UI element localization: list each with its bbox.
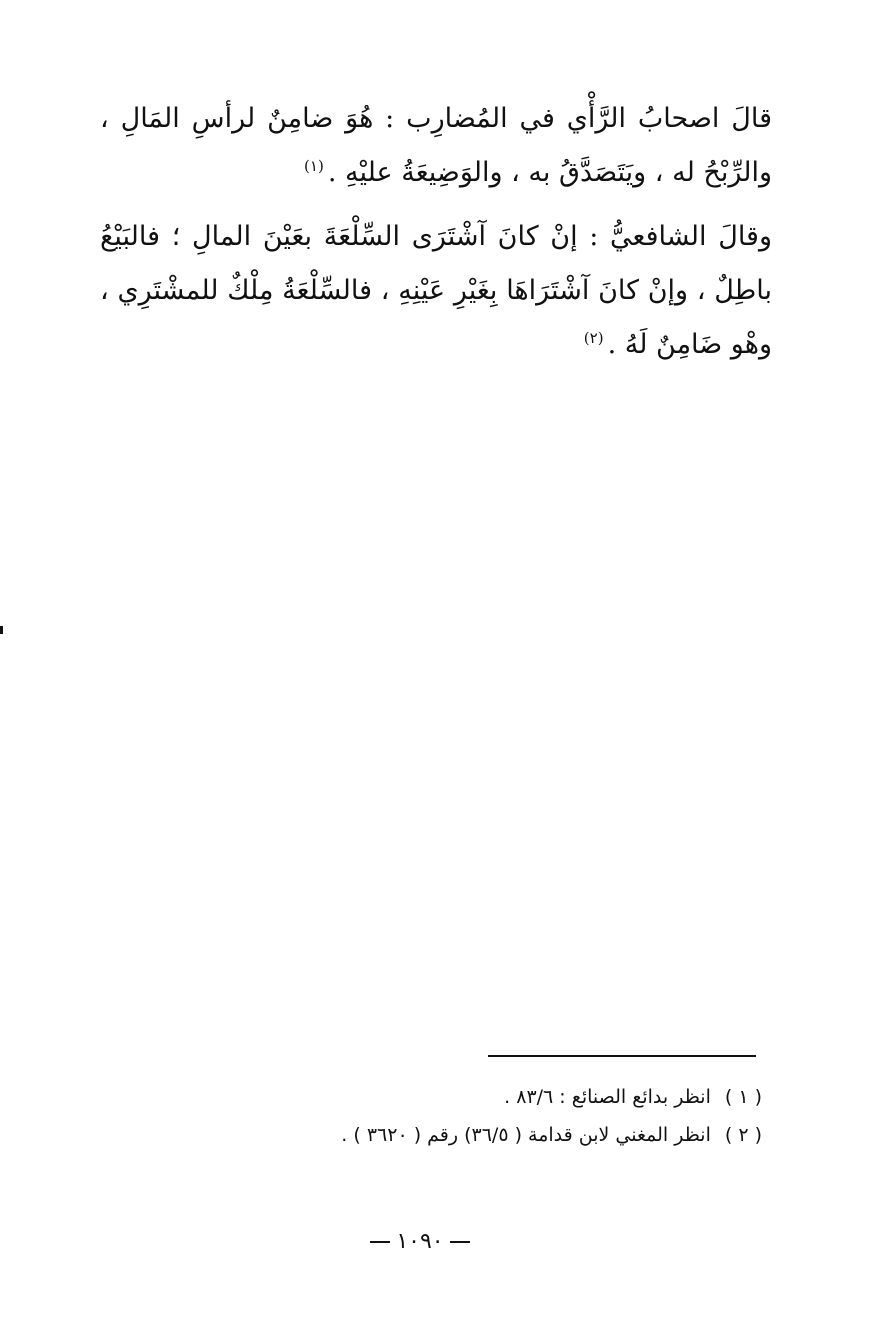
footnote-text: انظر المغني لابن قدامة ( ٣٦/٥) رقم ( ٣٦٢٠ ) .	[341, 1124, 711, 1146]
page-number-dash	[450, 1241, 470, 1243]
paragraph-al-shafii	[100, 210, 838, 372]
footnote-reference: (١)	[304, 157, 324, 175]
page-number-value: ١٠٩٠	[396, 1229, 444, 1254]
footnote-item	[200, 1116, 762, 1154]
footnote-text: انظر بدائع الصنائع : ٨٣/٦ .	[504, 1086, 711, 1108]
footnotes-section	[200, 1078, 762, 1154]
paragraph-text: قالَ اصحابُ الرَّأْي في المُضارِب : هُوَ ضامِنٌ لرأسِ المَالِ ، والرِّبْحُ له ، ويَتَصَدَّقُ به ، والوَضِيعَةُ عليْهِ .	[100, 103, 772, 188]
page-number	[0, 1222, 840, 1262]
footnote-number: ( ١ )	[724, 1086, 762, 1108]
footnote-number: ( ٢ )	[724, 1124, 762, 1146]
footnote-item	[200, 1078, 762, 1116]
paragraph-ashab-al-ray	[100, 92, 838, 200]
page-number-dash	[370, 1241, 390, 1243]
paragraph-text: وقالَ الشافعيُّ : إنْ كانَ آشْتَرَى السِّلْعَةَ بعَيْنَ المالِ ؛ فالبَيْعُ باطِلٌ ، وإنْ كانَ آشْتَرَاهَا بِغَيْرِ عَيْنِهِ ، فالسِّلْعَةُ مِلْكٌ للمشْتَرِي ، وهْو ضَامِنٌ لَهُ .	[100, 221, 772, 360]
scan-edge-mark	[0, 626, 3, 634]
footnote-reference: (٢)	[583, 329, 604, 347]
footnote-separator-rule	[488, 1055, 756, 1057]
